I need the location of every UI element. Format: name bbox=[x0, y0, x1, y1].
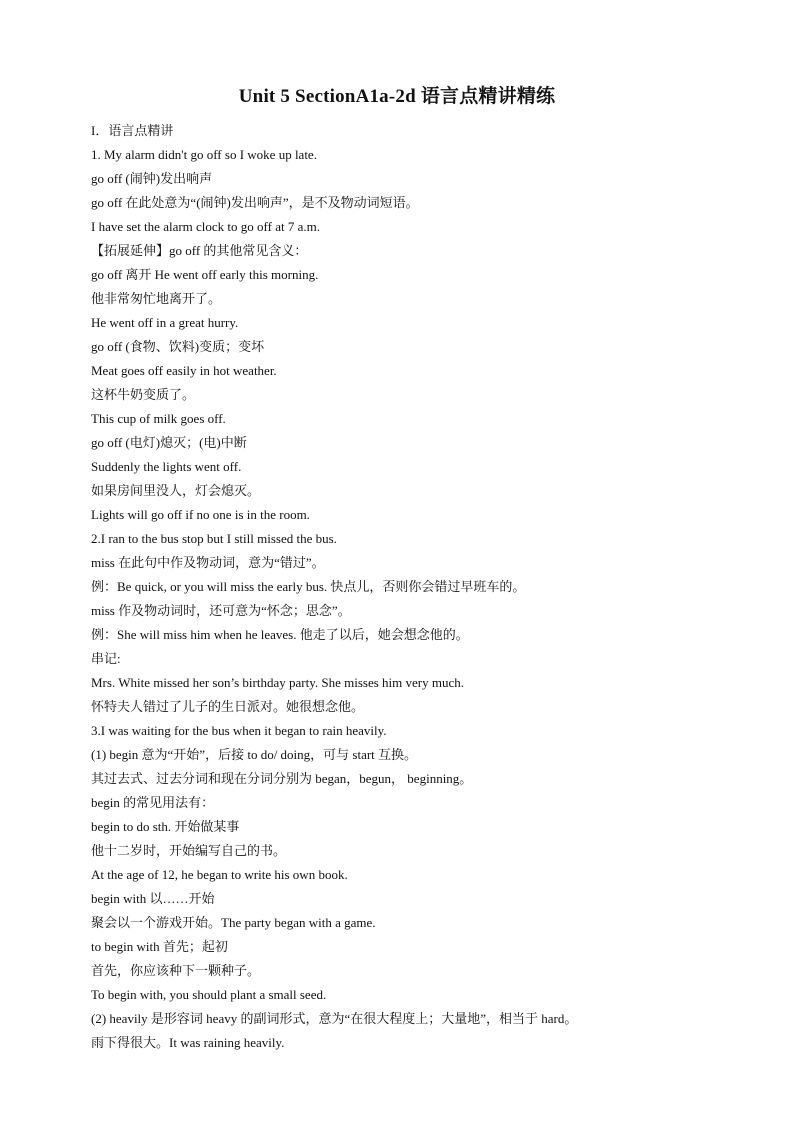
text-line: 怀特夫人错过了儿子的生日派对。她很想念他。 bbox=[91, 699, 365, 714]
text-line: begin to do sth. 开始做某事 bbox=[91, 819, 240, 834]
text-line: begin with 以……开始 bbox=[91, 891, 215, 906]
text-line: go off (电灯)熄灭；(电)中断 bbox=[91, 435, 247, 450]
text-line: 串记: bbox=[91, 651, 121, 666]
text-line: 他非常匆忙地离开了。 bbox=[91, 291, 222, 306]
text-line: 1. My alarm didn't go off so I woke up late. bbox=[91, 147, 317, 162]
text-line: 例：She will miss him when he leaves. 他走了以后，她会想念他的。 bbox=[91, 627, 469, 642]
text-line: I have set the alarm clock to go off at 7 a.m. bbox=[91, 219, 320, 234]
text-line: miss 作及物动词时，还可意为“怀念；思念”。 bbox=[91, 603, 351, 618]
text-line: to begin with 首先；起初 bbox=[91, 939, 228, 954]
text-line: go off 在此处意为“(闹钟)发出响声”，是不及物动词短语。 bbox=[91, 195, 419, 210]
text-line: 其过去式、过去分词和现在分词分别为 began，begun， beginning。 bbox=[91, 771, 473, 786]
text-line: 3.I was waiting for the bus when it began to rain heavily. bbox=[91, 723, 387, 738]
text-line: miss 在此句中作及物动词，意为“错过”。 bbox=[91, 555, 325, 570]
text-line: Suddenly the lights went off. bbox=[91, 459, 242, 474]
text-line: (1) begin 意为“开始”，后接 to do/ doing，可与 start 互换。 bbox=[91, 747, 418, 762]
body-text bbox=[91, 119, 731, 1055]
text-line: go off (闹钟)发出响声 bbox=[91, 171, 213, 186]
text-line: Mrs. White missed her son’s birthday party. She misses him very much. bbox=[91, 675, 464, 690]
text-line: At the age of 12, he began to write his own book. bbox=[91, 867, 348, 882]
page-title: Unit 5 SectionA1a-2d 语言点精讲精练 bbox=[238, 86, 556, 107]
text-line: 如果房间里没人，灯会熄灭。 bbox=[91, 483, 261, 498]
text-line: He went off in a great hurry. bbox=[91, 315, 239, 330]
text-line: go off 离开 He went off early this morning. bbox=[91, 267, 319, 282]
text-line: go off (食物、饮料)变质；变坏 bbox=[91, 339, 265, 354]
text-line: 2.I ran to the bus stop but I still missed the bus. bbox=[91, 531, 337, 546]
text-line: Lights will go off if no one is in the room. bbox=[91, 507, 310, 522]
text-line: begin 的常见用法有： bbox=[91, 795, 215, 810]
text-line: 【拓展延伸】go off 的其他常见含义： bbox=[91, 243, 308, 258]
text-line: 聚会以一个游戏开始。The party began with a game. bbox=[91, 915, 376, 930]
text-line: Meat goes off easily in hot weather. bbox=[91, 363, 277, 378]
text-line: 首先，你应该种下一颗种子。 bbox=[91, 963, 261, 978]
text-line: I．语言点精讲 bbox=[91, 123, 174, 138]
text-line: 这杯牛奶变质了。 bbox=[91, 387, 196, 402]
text-line: 雨下得很大。It was raining heavily. bbox=[91, 1035, 285, 1050]
text-line: 例：Be quick, or you will miss the early bus. 快点儿，否则你会错过早班车的。 bbox=[91, 579, 526, 594]
text-line: (2) heavily 是形容词 heavy 的副词形式，意为“在很大程度上；大量地”，相当于 hard。 bbox=[91, 1011, 578, 1026]
text-line: This cup of milk goes off. bbox=[91, 411, 226, 426]
text-line: 他十二岁时，开始编写自己的书。 bbox=[91, 843, 287, 858]
text-line: To begin with, you should plant a small seed. bbox=[91, 987, 327, 1002]
